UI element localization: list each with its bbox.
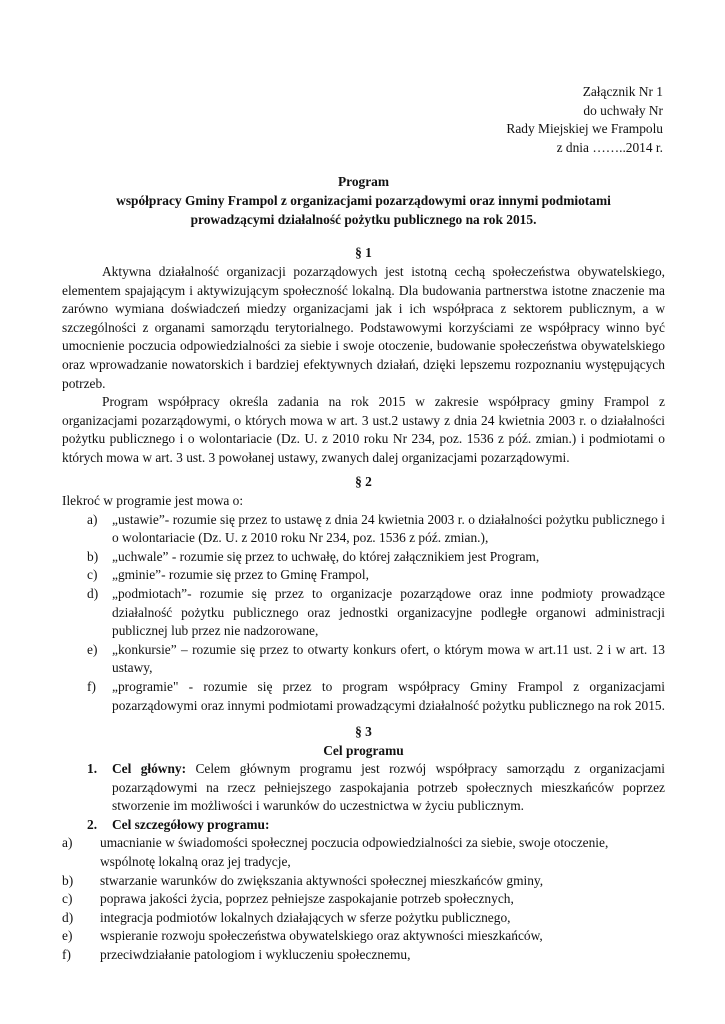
item-marker: 2. (87, 816, 98, 832)
detail-goal-item (62, 816, 665, 835)
definition-item (62, 585, 665, 641)
definition-item (62, 641, 665, 678)
item-text: poprawa jakości życia, poprzez pełniejsze zaspokajanie potrzeb społecznych, (100, 891, 514, 907)
goal-item (62, 946, 665, 965)
section-3-body (62, 760, 665, 965)
goal-item (62, 909, 665, 928)
item-text: „konkursie” – rozumie się przez to otwarty konkurs ofert, o którym mowa w art.11 ust. 2 i w art. 13 ustawy, (112, 641, 665, 676)
item-marker: e) (62, 928, 73, 944)
goal-item (62, 834, 665, 871)
definition-item (62, 548, 665, 567)
definition-item (62, 566, 665, 585)
main-goal-label: Cel główny: (112, 761, 187, 776)
item-text: „uchwale” - rozumie się przez to uchwałę, do której załącznikiem jest Program, (112, 548, 540, 564)
item-text: integracja podmiotów lokalnych działających w sferze pożytku publicznego, (100, 909, 511, 925)
item-text: umacnianie w świadomości społecznej poczucia odpowiedzialności za siebie, swoje otoczenie, wspólnotę lokalną oraz jej tradycje, (100, 835, 609, 869)
goal-item (62, 890, 665, 909)
item-marker: e) (87, 641, 98, 657)
item-marker: f) (62, 946, 71, 962)
header-line: Rady Miejskiej we Frampolu (506, 121, 663, 136)
paragraph: Aktywna działalność organizacji pozarządowych jest istotną cechą społeczeństwa obywatelskiego, elementem spajającym i aktywizującym społeczność lokalną. Dla budowania partnerstwa istotne znaczenie ma zarówno wymiana doświadczeń miedzy organizacjami jak i ich współpraca z sektorem publicznym, a w szczególności z organami samorządu terytorialnego. Podstawowymi korzyściami ze współpracy winno być umocnienie poczucia odpowiedzialności za siebie i swoje otoczenie, budowanie społeczeństwa obywatelskiego oraz wprowadzanie nowatorskich i bardziej efektywnych działań, dzięki lepszemu rozpoznaniu występujących potrzeb. (62, 264, 665, 391)
definition-item (62, 511, 665, 548)
section-3-title: Cel programu (323, 742, 404, 758)
item-text: „ustawie”- rozumie się przez to ustawę z dnia 24 kwietnia 2003 r. o działalności pożytku publicznego i o wolontariacie (Dz. U. z 2010 roku Nr 234, poz. 1536 z póź. zmian.), (112, 511, 665, 546)
item-marker: a) (87, 511, 98, 527)
section-2-body (62, 492, 665, 715)
item-text: stwarzanie warunków do zwiększania aktywności społecznej mieszkańców gminy, (100, 872, 544, 888)
section-3-heading (62, 723, 665, 760)
section-2-heading: § 2 (355, 474, 372, 489)
title-line: współpracy Gminy Frampol z organizacjami pozarządowymi oraz innymi podmiotami (116, 193, 611, 208)
item-text: przeciwdziałanie patologiom i wykluczeniu społecznemu, (100, 946, 411, 962)
document-title (62, 172, 665, 229)
header-line: z dnia ……..2014 r. (556, 139, 663, 155)
header-line: Załącznik Nr 1 (582, 84, 663, 99)
main-goal-text: Celem głównym programu jest rozwój współpracy samorządu z organizacjami pozarządowymi na rzecz pełniejszego zaspokajania potrzeb społecznych mieszkańców poprzez stworzenie im możliwości i warunków do uczestnictwa w życiu publicznym. (112, 761, 666, 814)
goal-item (62, 927, 665, 946)
definition-item (62, 678, 665, 715)
item-text: „gminie”- rozumie się przez to Gminę Frampol, (112, 567, 369, 583)
item-marker: 1. (87, 761, 98, 776)
goal-item (62, 872, 665, 891)
section-1-heading: § 1 (355, 245, 372, 260)
attachment-header (506, 83, 663, 157)
item-text: „podmiotach”- rozumie się przez to organizacje pozarządowe oraz inne podmioty prowadzące działalność pożytku publicznego oraz jednostki organizacyjne podległe organowi administracji publicznej lub przez nie nadzorowane, (112, 585, 665, 639)
item-marker: c) (87, 567, 98, 583)
item-text: „programie" - rozumie się przez to program współpracy Gminy Frampol z organizacjami pozarządowymi oraz innymi podmiotami prowadzącymi działalność pożytku publicznego na rok 2015. (112, 678, 665, 713)
item-marker: f) (87, 678, 96, 694)
section-1-body (62, 263, 665, 468)
header-line: do uchwały Nr (583, 102, 663, 118)
item-marker: a) (62, 835, 73, 851)
item-marker: b) (87, 548, 99, 564)
item-text: wspieranie rozwoju społeczeństwa obywatelskiego oraz aktywności mieszkańców, (100, 928, 543, 944)
main-goal-item (62, 760, 665, 816)
item-marker: d) (87, 585, 99, 601)
detail-goal-label: Cel szczegółowy programu: (112, 816, 270, 832)
item-marker: d) (62, 909, 74, 925)
item-marker: b) (62, 872, 74, 888)
paragraph: Program współpracy określa zadania na rok 2015 w zakresie współpracy gminy Frampol z organizacjami pozarządowymi, o których mowa w art. 3 ust.2 ustawy z dnia 24 kwietnia 2003 r. o działalności pożytku publicznego i o wolontariacie (Dz. U. z 2010 roku Nr 234, poz. 1536 z póź. zmian.) i podmiotami o których mowa w art. 3 ust. 3 powołanej ustawy, zwanych dalej organizacjami pozarządowymi. (62, 394, 665, 465)
section-3-number: § 3 (355, 724, 372, 739)
item-marker: c) (62, 891, 73, 907)
title-line: Program (337, 174, 390, 189)
title-line: prowadzącymi działalność pożytku publicznego na rok 2015. (190, 212, 537, 227)
section-2-intro: Ilekroć w programie jest mowa o: (62, 493, 244, 508)
